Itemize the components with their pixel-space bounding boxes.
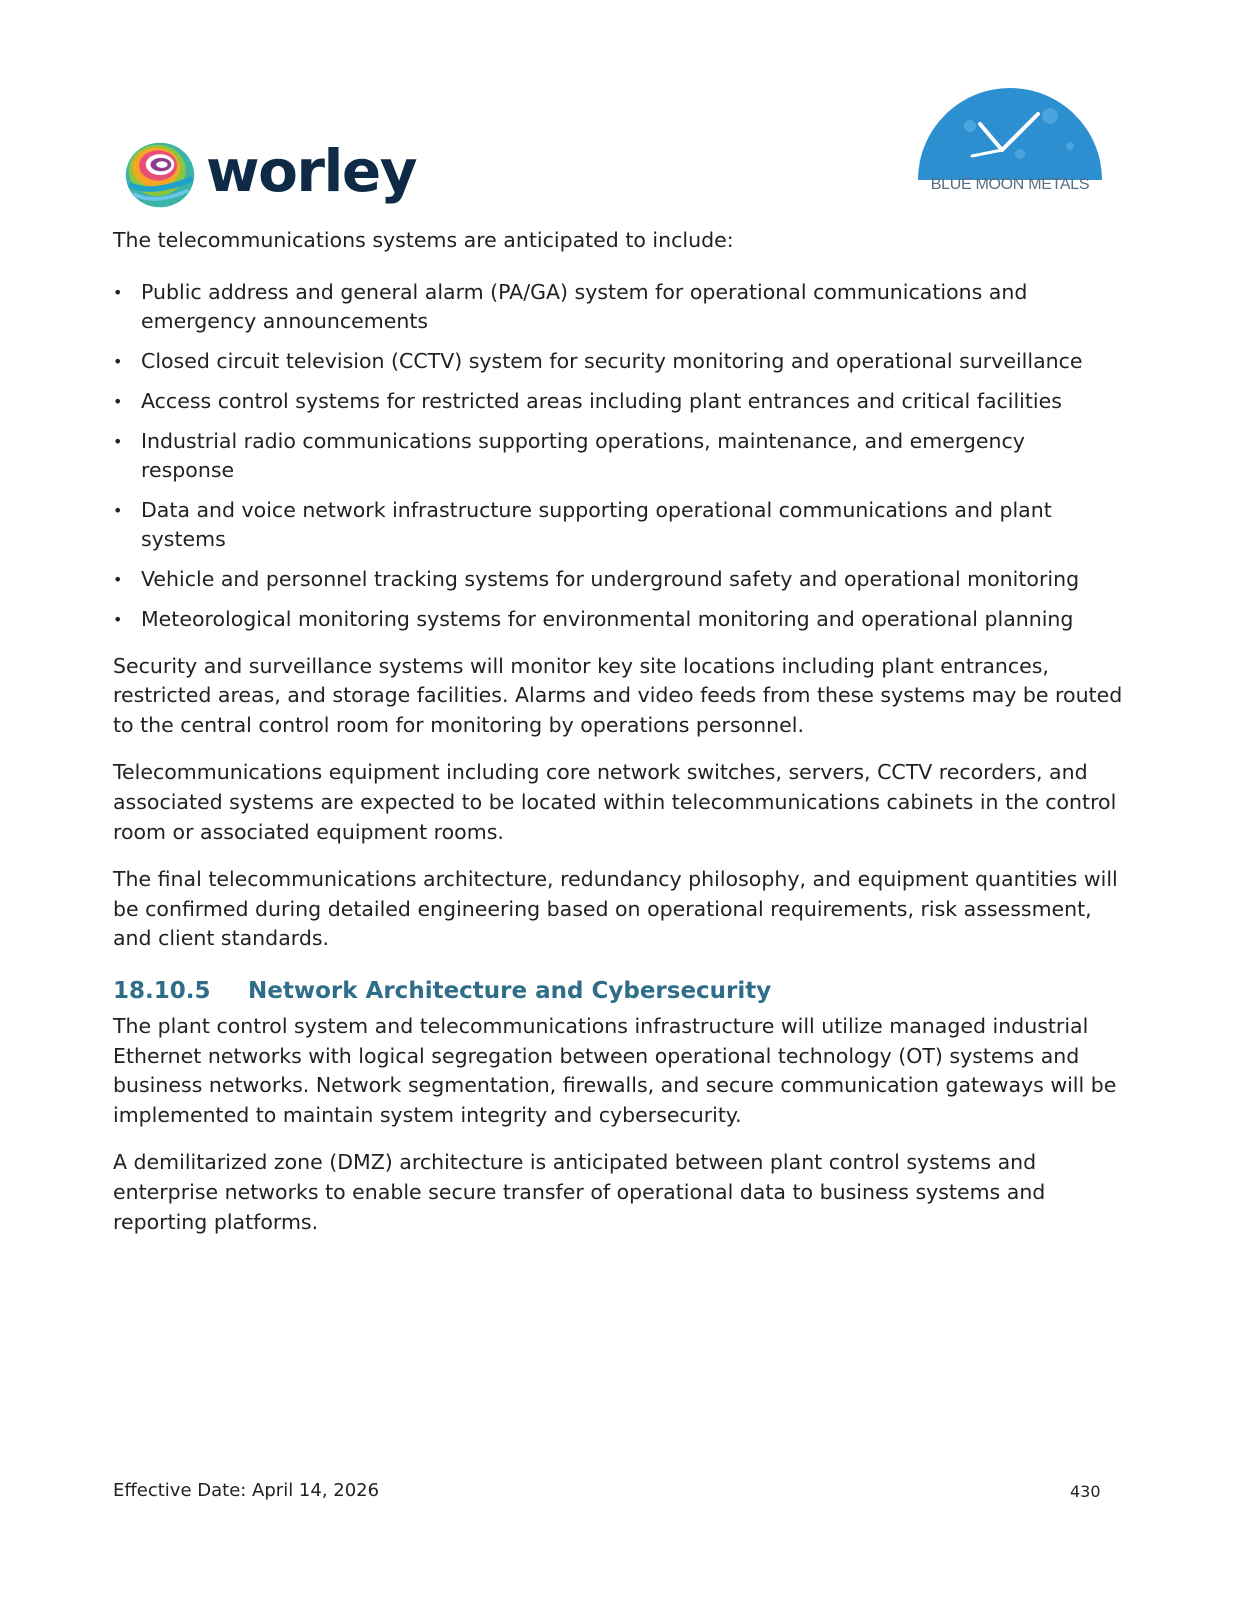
list-item: • Vehicle and personnel tracking systems for underground safety and operational monitoring [113, 565, 1123, 594]
worley-swirl-icon [122, 137, 198, 213]
document-body [113, 226, 1123, 1255]
page-number: 430 [1070, 1482, 1101, 1501]
list-item: • Industrial radio communications supporting operations, maintenance, and emergency response [113, 427, 1123, 485]
worley-logo [122, 132, 442, 217]
telecom-systems-list [113, 278, 1123, 634]
list-item: • Meteorological monitoring systems for environmental monitoring and operational planning [113, 605, 1123, 634]
list-item: • Closed circuit television (CCTV) system for security monitoring and operational surveillance [113, 347, 1123, 376]
architecture-paragraph: The final telecommunications architecture, redundancy philosophy, and equipment quantities will be confirmed during detailed engineering based on operational requirements, risk assessment, and client standards. [113, 867, 1118, 951]
blue-moon-metals-logo [910, 76, 1110, 201]
section-heading [113, 976, 1123, 1006]
network-paragraph: The plant control system and telecommunications infrastructure will utilize managed industrial Ethernet networks with logical segregation between operational technology (OT) systems and business networks. Network segmentation, firewalls, and secure communication gateways will be implemented to maintain system integrity and cybersecurity. [113, 1013, 1117, 1127]
equipment-paragraph: Telecommunications equipment including core network switches, servers, CCTV recorders, and associated systems are expected to be located within telecommunications cabinets in the control room or associated equipment rooms. [113, 760, 1117, 844]
moon-clock-icon [910, 76, 1110, 180]
section-title: Network Architecture and Cybersecurity [248, 977, 772, 1004]
list-item: • Public address and general alarm (PA/GA) system for operational communications and emergency announcements [113, 278, 1123, 336]
list-item: • Data and voice network infrastructure supporting operational communications and plant systems [113, 496, 1123, 554]
intro-text: The telecommunications systems are anticipated to include: [113, 228, 734, 252]
worley-wordmark: worley [206, 136, 417, 205]
list-item: • Access control systems for restricted areas including plant entrances and critical facilities [113, 387, 1123, 416]
effective-date: Effective Date: April 14, 2026 [113, 1480, 380, 1501]
dmz-paragraph: A demilitarized zone (DMZ) architecture is anticipated between plant control systems and enterprise networks to enable secure transfer of operational data to business systems and reporting platforms. [113, 1150, 1046, 1234]
security-paragraph: Security and surveillance systems will monitor key site locations including plant entrances, restricted areas, and storage facilities. Alarms and video feeds from these systems may be routed to the central control room for monitoring by operations personnel. [113, 653, 1123, 737]
section-number: 18.10.5 [113, 977, 211, 1004]
blue-moon-metals-wordmark: BLUE MOON METALS [930, 176, 1090, 193]
